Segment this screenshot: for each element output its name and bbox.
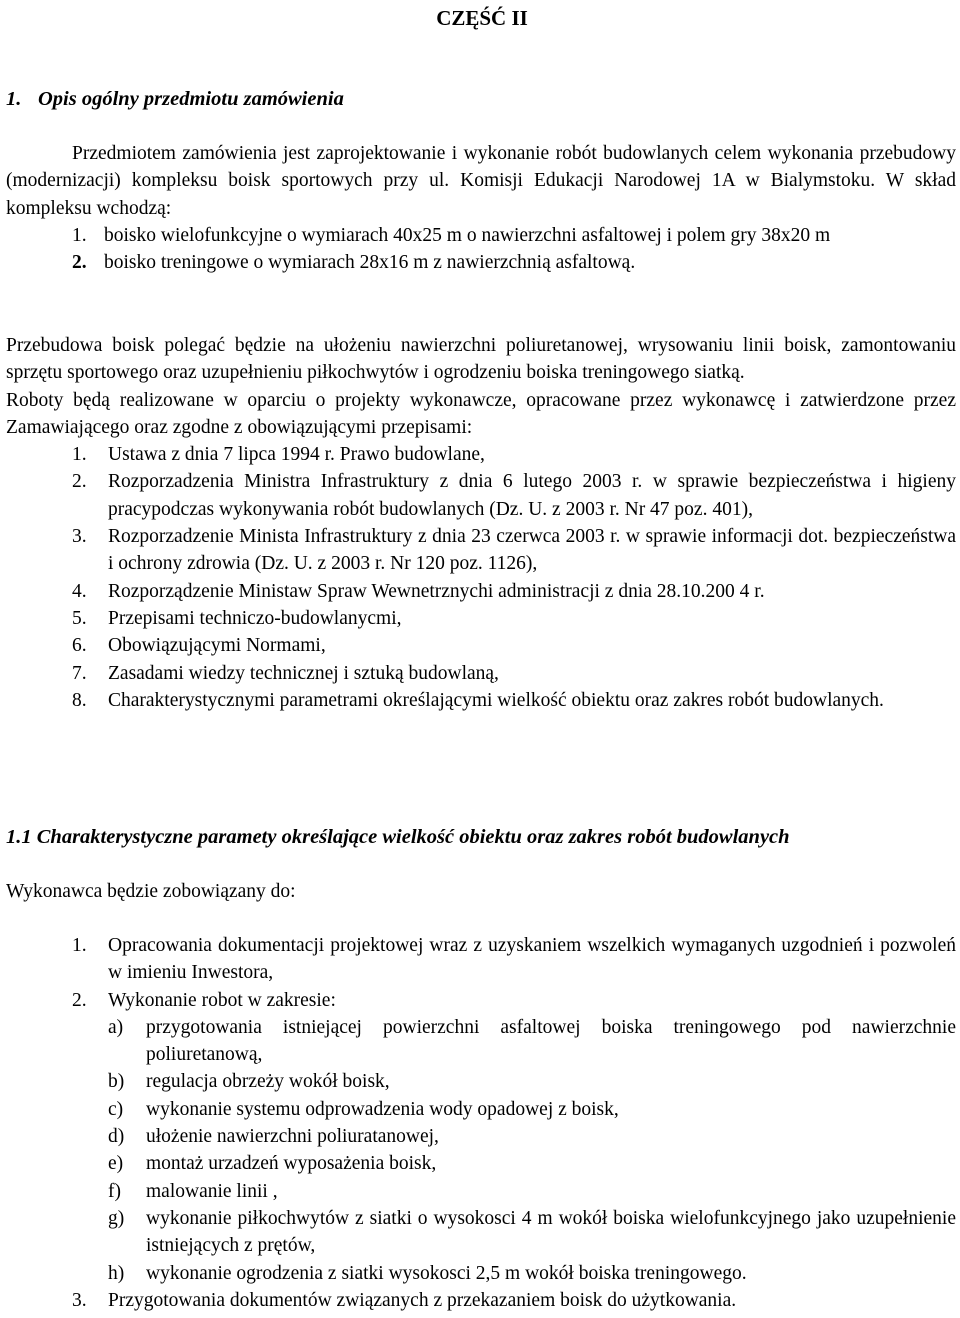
- list-item: 4. Rozporządzenie Ministaw Spraw Wewnetrznychi administracji z dnia 28.10.200 4 r.: [72, 580, 765, 602]
- list-item: 5. Przepisami techniczo-budowlanycmi,: [72, 607, 402, 629]
- section-1-heading: [6, 86, 344, 113]
- list-item: h) wykonanie ogrodzenia z siatki wysokosci 2,5 m wokół boiska treningowego.: [108, 1262, 747, 1284]
- list-item: 2. Rozporzadzenia Ministra Infrastruktury z dnia 6 lutego 2003 r. w sprawie bezpieczeństwa i higieny pracypodczas wykonywania robót budowlanych (Dz. U. z 2003 r. Nr 47 poz. 401),: [72, 471, 956, 520]
- paragraph-regulations-intro: Roboty będą realizowane w oparciu o projekty wykonawcze, opracowane przez wykonawcę i zatwierdzone przez Zamawiającego oraz zgodne z obowiązującymi przepisami:: [6, 389, 956, 438]
- list-item: 8. Charakterystycznymi parametrami określającymi wielkość obiektu oraz zakres robót budowlanych.: [72, 689, 884, 711]
- list-item: 7. Zasadami wiedzy technicznej i sztuką budowlaną,: [72, 662, 499, 684]
- section-1-number: 1.: [6, 88, 22, 110]
- obligations-lead: Wykonawca będzie zobowiązany do:: [6, 881, 296, 902]
- section-1-title: Opis ogólny przedmiotu zamówienia: [38, 88, 344, 110]
- list-item: a) przygotowania istniejącej powierzchni asfaltowej boiska treningowego pod nawierzchnie poliuretanową,: [108, 1016, 956, 1066]
- section-1-body: [6, 140, 956, 276]
- list-item: f) malowanie linii ,: [108, 1180, 278, 1202]
- list-item: d) ułożenie nawierzchni poliuratanowej,: [108, 1126, 439, 1148]
- list-item: 2. Wykonanie robot w zakresie:: [72, 989, 336, 1011]
- list-item: 3. Rozporzadzenie Minista Infrastruktury z dnia 23 czerwca 2003 r. w sprawie informacji dot. bezpieczeństwa i ochrony zdrowia (Dz. U. z 2003 r. Nr 120 poz. 1126),: [72, 526, 956, 575]
- section-1-body-2: [6, 332, 956, 714]
- intro-paragraph: Przedmiotem zamówienia jest zaprojektowanie i wykonanie robót budowlanych celem wykonania przebudowy (modernizacji) kompleksu boisk sportowych przy ul. Komisji Edukacji Narodowej 1A w Bialymstoku. W skład kompleksu wchodzą:: [6, 143, 956, 219]
- list-item: 1. Ustawa z dnia 7 lipca 1994 r. Prawo budowlane,: [72, 444, 485, 466]
- obligations-list: [6, 932, 956, 1314]
- paragraph-renovation: Przebudowa boisk polegać będzie na ułożeniu nawierzchni poliuretanowej, wrysowaniu linii boisk, zamontowaniu sprzętu sportowego oraz uzupełnieniu piłkochwytów i ogrodzeniu boiska treningowego siatką.: [6, 335, 956, 384]
- list-item: 1. boisko wielofunkcyjne o wymiarach 40x25 m o nawierzchni asfaltowej i polem gry 38x20 m: [72, 224, 831, 246]
- list-item: 6. Obowiązującymi Normami,: [72, 635, 326, 657]
- list-item: 3. Przygotowania dokumentów związanych z przekazaniem boisk do użytkowania.: [72, 1289, 737, 1311]
- sub-list: [72, 1014, 956, 1287]
- page-title: CZĘŚĆ II: [436, 6, 528, 30]
- list-item: g) wykonanie piłkochwytów z siatki o wysokosci 4 m wokół boiska wielofunkcyjnego jako uzupełnienie istniejących z prętów,: [108, 1207, 956, 1257]
- regulations-list: [6, 441, 956, 714]
- list-item: c) wykonanie systemu odprowadzenia wody opadowej z boisk,: [108, 1098, 619, 1120]
- list-item: 1. Opracowania dokumentacji projektowej wraz z uzyskaniem wszelkich wymaganych uzgodnień i pozwoleń w imieniu Inwestora,: [72, 935, 956, 984]
- fields-list: [6, 222, 956, 277]
- list-item: e) montaż urzadzeń wyposażenia boisk,: [108, 1153, 437, 1175]
- list-item: b) regulacja obrzeży wokół boisk,: [108, 1071, 390, 1093]
- list-item: 2. boisko treningowe o wymiarach 28x16 m z nawierzchnią asfaltową.: [72, 252, 636, 274]
- section-1-1-heading: 1.1 Charakterystyczne paramety określające wielkość obiektu oraz zakres robót budowlanych: [6, 826, 790, 848]
